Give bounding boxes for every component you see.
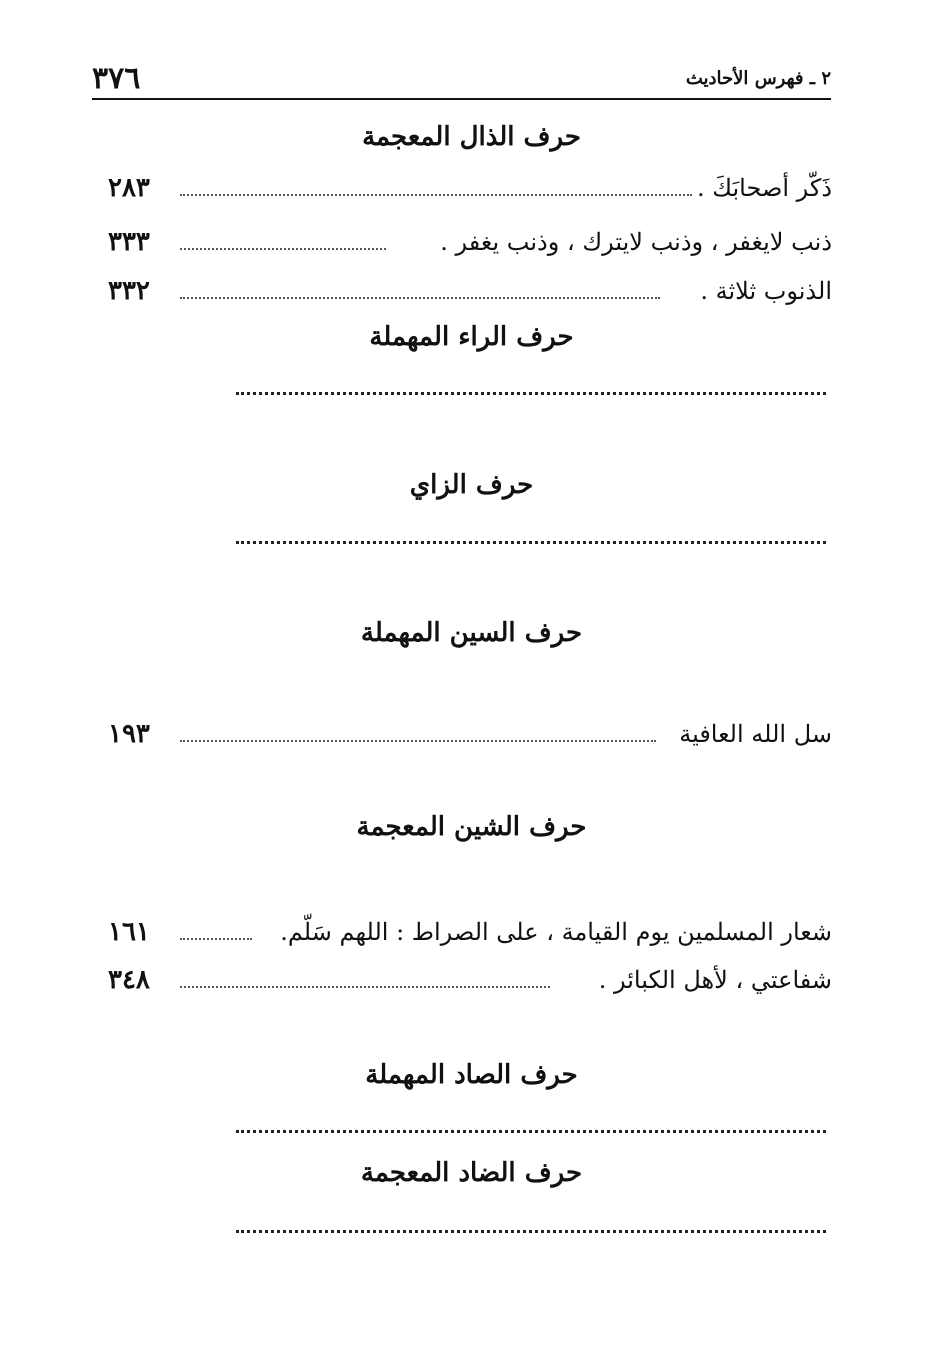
entry-page-number: ٣٤٨	[108, 965, 150, 995]
page-number: ٣٧٦	[92, 60, 141, 96]
entry-page-number: ٣٣٣	[108, 227, 150, 257]
running-title: ٢ ـ فهرس الأحاديث	[685, 67, 831, 89]
section-heading-dad: حرف الضاد المعجمة	[360, 1158, 583, 1188]
section-heading-sad: حرف الصاد المهملة	[365, 1060, 578, 1090]
index-entry	[100, 271, 832, 311]
entry-page-number: ١٩٣	[108, 719, 150, 749]
index-entry	[100, 960, 832, 1000]
empty-section-dots	[236, 541, 826, 544]
entry-text: ذَكّر أصحابَكَ .	[697, 174, 832, 202]
dot-leader	[180, 740, 656, 742]
entry-page-number: ٣٣٢	[108, 276, 150, 306]
dot-leader	[180, 248, 386, 250]
empty-section-dots	[236, 1130, 826, 1133]
entry-text: شفاعتي ، لأهل الكبائر .	[598, 966, 832, 994]
index-entry	[100, 714, 832, 754]
entry-page-number: ٢٨٣	[108, 173, 150, 203]
section-heading-zay: حرف الزاي	[409, 470, 534, 500]
index-entry	[100, 168, 832, 208]
entry-text: سل الله العافية	[679, 720, 832, 748]
section-heading-shin: حرف الشين المعجمة	[356, 812, 587, 842]
section-heading-dhal: حرف الذال المعجمة	[362, 122, 581, 152]
entry-text: شعار المسلمين يوم القيامة ، على الصراط : اللهم سَلّم.	[280, 918, 832, 946]
empty-section-dots	[236, 392, 826, 395]
dot-leader	[180, 938, 252, 940]
entry-text: الذنوب ثلاثة .	[700, 277, 832, 305]
dot-leader	[180, 986, 550, 988]
empty-section-dots	[236, 1230, 826, 1233]
index-entry	[100, 222, 832, 262]
entry-text: ذنب لايغفر ، وذنب لايترك ، وذنب يغفر .	[440, 228, 832, 256]
section-heading-sin: حرف السين المهملة	[360, 618, 583, 648]
dot-leader	[180, 194, 692, 196]
entry-page-number: ١٦١	[108, 917, 150, 947]
section-heading-ra: حرف الراء المهملة	[369, 322, 574, 352]
page-header	[92, 58, 831, 100]
index-entry	[100, 912, 832, 952]
dot-leader	[180, 297, 660, 299]
